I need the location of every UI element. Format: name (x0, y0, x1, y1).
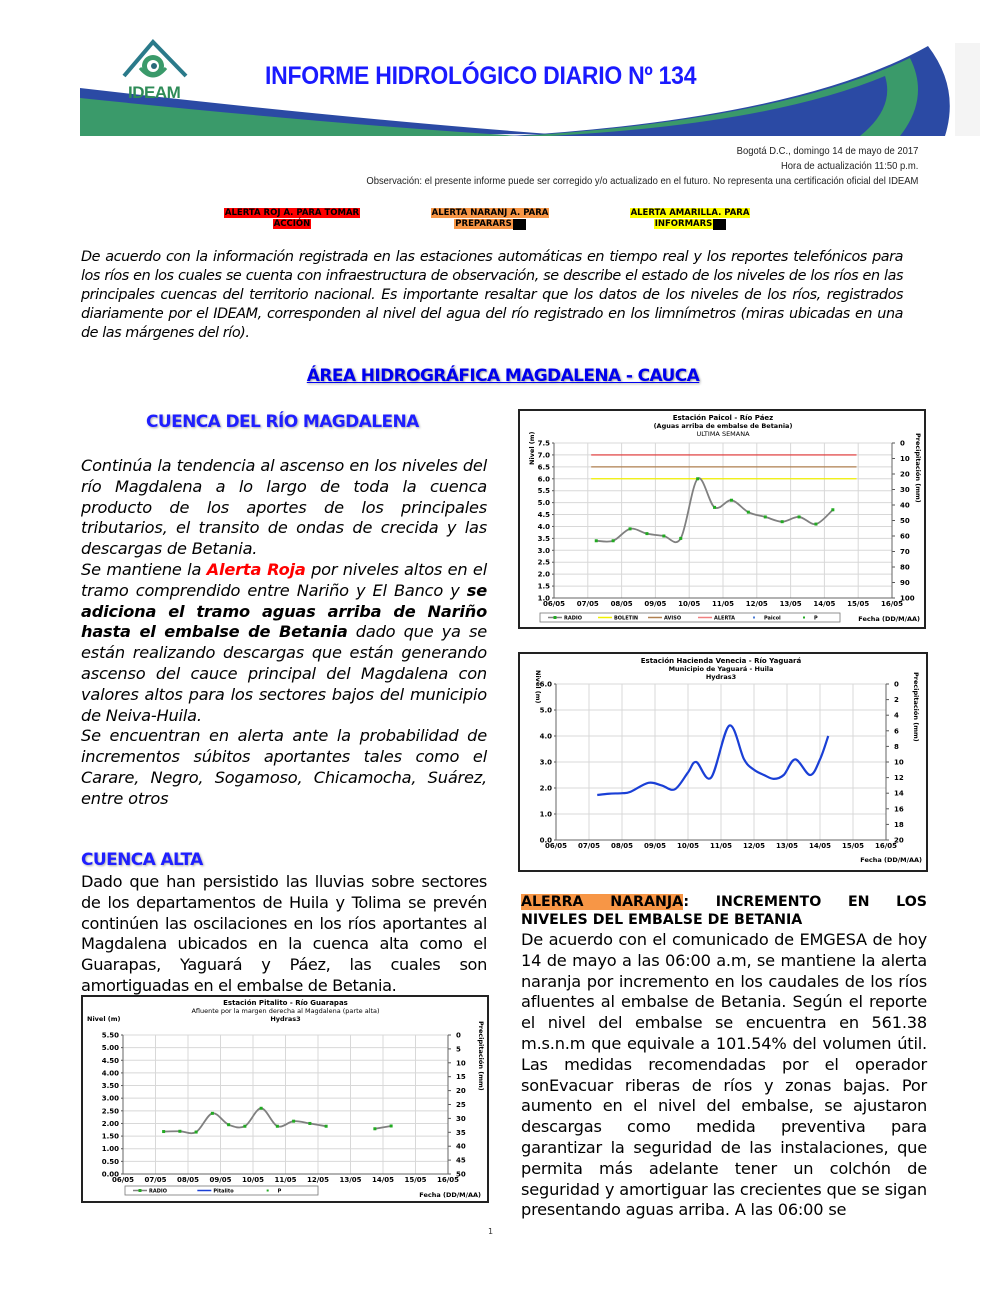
chart-subtitle-2: Hydras3 (705, 673, 737, 681)
x-tick: 12/05 (745, 600, 768, 608)
chart-paicol (518, 409, 926, 629)
chart-subtitle: (Aguas arriba de embalse de Betania) (653, 422, 793, 430)
alert-red-line2: ACCIÓN (273, 219, 311, 229)
data-point (612, 539, 615, 542)
legend-item: ALERTA (714, 615, 735, 622)
alerta-naranja-label: ALERRA NARANJA (521, 894, 684, 910)
data-point (831, 508, 834, 511)
data-point (178, 1130, 181, 1133)
x-tick: 08/05 (610, 842, 634, 850)
data-point (730, 499, 733, 502)
x-tick: 11/05 (274, 1176, 297, 1184)
y-tick: 4.0 (539, 732, 552, 741)
y-tick: 3.00 (101, 1094, 119, 1103)
y2-tick: 40 (900, 501, 910, 510)
y2-tick: 10 (900, 455, 910, 463)
y-tick: 1.50 (101, 1132, 119, 1141)
data-point (814, 523, 817, 526)
chart-subtitle: Afluente por la margen derecha al Magdalena (parte alta) (191, 1007, 380, 1015)
data-point (747, 511, 750, 514)
betania-text: De acuerdo con el comunicado de EMGESA de hoy 14 de mayo a las 06:00 a.m, se mantiene la alerta naranja por incremento en los caudales de los ríos afluentes al embalse de Betania. Según el reporte el nivel del embalse se encuentra en 561.38 m.s.n.m que equivale a 101.54% del volumen útil. Las medidas recomendadas por el operador sonEvacuar riberas de ríos y zonas bajas. Por aumento en el nivel del embalse, se ajustaron descargas como medida preventiva para garantizar la seguridad de las instalaciones, que permita más adelante tener un colchón de seguridad y amortiguar las crecientes que se sigan presentando aguas arriba. A las 06:00 se (521, 930, 927, 1220)
p2-bold-text: se adiciona el tramo aguas arriba de Nariño hasta el embalse de Betania (81, 580, 487, 642)
x-tick: 09/05 (644, 600, 667, 608)
redaction-box (713, 219, 726, 230)
y-tick: 5.0 (539, 706, 552, 715)
y-tick: 3.5 (537, 534, 550, 543)
alerta-roja-label: Alerta Roja (206, 559, 306, 579)
alert-orange-line2: PREPARARS (455, 219, 512, 229)
chart-pitalito-plot (83, 997, 487, 1201)
y2-tick: 90 (900, 579, 910, 587)
x-tick: 16/05 (436, 1176, 460, 1184)
legend-item: P (277, 1188, 282, 1195)
y2-tick: 12 (894, 774, 904, 783)
y2-tick: 14 (894, 789, 904, 798)
alert-orange-line1: ALERTA NARANJ A. PARA (431, 208, 549, 218)
y2-tick: 10 (894, 758, 904, 767)
data-point (227, 1123, 230, 1126)
x-tick: 09/05 (643, 842, 667, 850)
y-tick: 6.5 (537, 463, 550, 472)
chart-title: Estación Pitalito - Río Guarapas (223, 999, 348, 1007)
chart-paicol-plot (520, 411, 924, 627)
x-tick: 13/05 (779, 600, 802, 608)
y-tick: 4.00 (101, 1069, 119, 1078)
y2-tick: 8 (894, 742, 899, 751)
data-point (629, 527, 632, 530)
data-point (195, 1131, 198, 1134)
y2-axis-label: Precipitación (mm) (912, 672, 920, 742)
y-tick: 3.0 (539, 758, 552, 767)
y2-tick: 20 (900, 470, 910, 479)
chart-pitalito (81, 995, 489, 1203)
y2-tick: 5 (456, 1045, 461, 1054)
x-tick: 11/05 (709, 842, 733, 850)
y-tick: 5.00 (101, 1044, 119, 1053)
y-tick: 1.0 (537, 594, 550, 603)
y-tick: 1.00 (101, 1145, 119, 1154)
x-tick: 10/05 (678, 600, 701, 608)
y-tick: 2.50 (101, 1107, 119, 1116)
y-tick: 2.5 (537, 558, 550, 567)
x-tick: 10/05 (241, 1176, 265, 1184)
data-point (162, 1130, 165, 1133)
data-point (308, 1122, 311, 1125)
y2-tick: 50 (900, 517, 910, 525)
data-point (325, 1125, 328, 1128)
magdalena-p3: Se encuentran en alerta ante la probabilidad de incrementos súbitos aportantes tales como el Carare, Negro, Sogamoso, Chicamocha, Suárez, entre otros (81, 726, 487, 808)
y2-tick: 30 (456, 1114, 466, 1123)
chart-hacienda-venecia (518, 652, 928, 872)
data-point (764, 515, 767, 518)
chart-venecia-plot (520, 654, 926, 870)
x-tick: 15/05 (841, 842, 865, 850)
legend-item: P (814, 615, 818, 622)
data-point (679, 537, 682, 540)
legend-item: Paicol (764, 615, 781, 622)
y-tick: 5.50 (101, 1031, 119, 1040)
x-tick: 07/05 (577, 842, 601, 850)
y2-axis-label: Precipitación (mm) (477, 1021, 485, 1091)
y-tick: 0.0 (539, 836, 552, 845)
y2-tick: 70 (900, 548, 910, 556)
y2-tick: 2 (894, 696, 899, 705)
y-tick: 3.50 (101, 1082, 119, 1091)
y-tick: 3.0 (537, 546, 550, 555)
area-title-text: ÁREA HIDROGRÁFICA MAGDALENA - CAUCA (306, 366, 700, 386)
y-tick: 7.0 (537, 451, 550, 460)
y2-tick: 0 (456, 1031, 461, 1040)
data-point (662, 535, 665, 538)
chart-legend (540, 613, 840, 622)
alert-red-line1: ALERTA ROJ A. PARA TOMAR (224, 208, 360, 218)
x-tick: 09/05 (209, 1176, 232, 1184)
legend-item: AVISO (664, 615, 682, 622)
x-tick: 16/05 (880, 600, 904, 608)
y-tick: 5.5 (537, 487, 550, 496)
date-line: Bogotá D.C., domingo 14 de mayo de 2017 (736, 145, 918, 157)
alert-orange-legend (420, 208, 560, 230)
x-tick: 07/05 (576, 600, 599, 608)
x-tick: 12/05 (742, 842, 766, 850)
x-tick: 14/05 (371, 1176, 395, 1184)
data-point (595, 539, 598, 542)
y-axis-label: Nivel (m) (87, 1015, 121, 1023)
y2-tick: 60 (900, 532, 910, 541)
x-tick: 06/05 (542, 600, 566, 608)
y-tick: 2.0 (539, 784, 552, 793)
series-line (596, 478, 833, 542)
heading-cuenca-magdalena: CUENCA DEL RÍO MAGDALENA (146, 412, 419, 432)
x-tick: 16/05 (874, 842, 898, 850)
data-point (243, 1125, 246, 1128)
intro-paragraph: De acuerdo con la información registrada en las estaciones automáticas en tiempo real y los reportes telefónicos para los ríos en los cuales se cuenta con infraestructura de observación, se describe el estado de los niveles de los ríos en las principales cuencas del territorio nacional. Es importante resaltar que los datos de los niveles de los ríos, registrados diariamente por el IDEAM, corresponden al nivel del agua del río registrado en los limnímetros (miras ubicadas en una de las márgenes del río). (81, 249, 903, 341)
observation-note: Observación: el presente informe puede ser corregido y/o actualizado en el futuro. No representa una certificación oficial del IDEAM (365, 175, 918, 187)
y2-tick: 35 (456, 1128, 466, 1137)
cuenca-alta-text: Dado que han persistido las lluvias sobre sectores de los departamentos de Huila y Tolima se prevén continúen las oscilaciones en los ríos aportantes al Magdalena ubicados en la cuenca alta como el Guarapas, Yaguará y Páez, las cuales son amortiguadas en el embalse de Betania. (81, 872, 487, 995)
ideam-eye-icon (110, 38, 200, 88)
data-point (390, 1124, 393, 1127)
y2-tick: 80 (900, 563, 910, 572)
x-tick: 06/05 (111, 1176, 135, 1184)
y2-tick: 30 (900, 486, 910, 494)
y2-tick: 20 (894, 836, 904, 845)
legend-item: RADIO (149, 1188, 167, 1195)
y-tick: 0.50 (101, 1157, 119, 1166)
data-point (645, 532, 648, 535)
y2-tick: 4 (894, 711, 899, 720)
x-axis-label: Fecha (DD/M/AA) (419, 1191, 481, 1199)
data-point (276, 1125, 279, 1128)
alert-yellow-line2: INFORMARS (654, 219, 713, 229)
data-point (713, 506, 716, 509)
y-tick: 1.5 (537, 582, 550, 591)
x-tick: 13/05 (339, 1176, 362, 1184)
x-tick: 15/05 (404, 1176, 427, 1184)
chart-subtitle-2: ULTIMA SEMANA (696, 430, 750, 438)
y2-tick: 6 (894, 727, 899, 736)
magdalena-text (81, 456, 487, 810)
x-tick: 07/05 (144, 1176, 167, 1184)
y-axis-label: Nivel (m) (528, 431, 536, 465)
x-tick: 08/05 (176, 1176, 200, 1184)
x-tick: 14/05 (808, 842, 832, 850)
report-title: INFORME HIDROLÓGICO DIARIO Nº 134 (265, 62, 697, 90)
p2-text-b: por niveles altos en el tramo comprendido entre Nariño y El Banco y (81, 559, 487, 600)
y-tick: 2.0 (537, 570, 550, 579)
y-tick: 5.0 (537, 499, 550, 508)
x-tick: 08/05 (610, 600, 633, 608)
chart-subtitle: Municipio de Yaguará - Huila (668, 665, 774, 673)
x-axis-label: Fecha (DD/M/AA) (858, 615, 920, 623)
data-point (798, 515, 801, 518)
betania-heading-line2: NIVELES DEL EMBALSE DE BETANIA (521, 912, 803, 928)
magdalena-p2 (81, 560, 487, 726)
x-tick: 11/05 (711, 600, 735, 608)
y2-tick: 50 (456, 1170, 466, 1179)
x-tick: 14/05 (813, 600, 836, 608)
page-number: 1 (488, 1227, 494, 1236)
magdalena-p1: Continúa la tendencia al ascenso en los niveles del río Magdalena a lo largo de toda la cuenca producto de los aportes de los principales tributarios, el transito de ondas de crecida y las descargas de Betania. (81, 456, 487, 559)
y2-tick: 15 (456, 1073, 466, 1082)
x-axis-label: Fecha (DD/M/AA) (860, 856, 922, 864)
chart-title: Estación Paicol - Río Páez (672, 414, 774, 422)
y2-tick: 18 (894, 820, 904, 829)
alert-yellow-legend (620, 208, 760, 230)
betania-heading (521, 893, 927, 911)
y2-tick: 25 (456, 1101, 466, 1109)
y2-tick: 10 (456, 1059, 466, 1068)
y2-tick: 45 (456, 1156, 466, 1165)
x-tick: 15/05 (847, 600, 870, 608)
y2-tick: 20 (456, 1087, 466, 1096)
y2-tick: 0 (900, 439, 905, 448)
y-tick: 0.00 (101, 1170, 119, 1179)
legend-item: Pitalito (213, 1188, 234, 1195)
data-point (211, 1112, 214, 1115)
y-tick: 7.5 (537, 439, 550, 448)
report-meta (366, 144, 918, 189)
y-tick: 6.0 (537, 475, 550, 484)
legend-item: RADIO (564, 615, 582, 622)
redaction-box (513, 219, 526, 230)
x-tick: 13/05 (775, 842, 799, 850)
data-point (781, 520, 784, 523)
y-axis-label: Nivel (m) (534, 670, 542, 704)
betania-heading-rest: : INCREMENTO EN LOS (683, 894, 927, 910)
y-tick: 6.0 (539, 680, 552, 689)
y-tick: 1.0 (539, 810, 552, 819)
data-point (696, 477, 699, 480)
y2-axis-label: Precipitación (mm) (914, 433, 922, 503)
data-point (292, 1120, 295, 1123)
p2-text-a: Se mantiene la (81, 559, 207, 579)
y-tick: 2.00 (101, 1119, 119, 1128)
alert-red-legend (218, 208, 366, 230)
y2-tick: 100 (900, 594, 915, 603)
chart-title: Estación Hacienda Venecia - Río Yaguará (640, 657, 802, 665)
data-point (260, 1107, 263, 1110)
y-tick: 4.50 (101, 1056, 119, 1065)
x-tick: 12/05 (306, 1176, 330, 1184)
legend-item: BOLETIN (614, 615, 639, 622)
y-tick: 4.5 (537, 511, 550, 520)
alert-yellow-line1: ALERTA AMARILLA. PARA (630, 208, 750, 218)
chart-subtitle-2: Hydras3 (270, 1015, 301, 1023)
x-tick: 10/05 (676, 842, 700, 850)
p2-text-c: dado que ya se están realizando descargas que están generando ascenso del cauce principal del Magdalena con valores altos para los sectores bajos del municipio de Neiva-Huila. (81, 622, 487, 725)
y-tick: 4.0 (537, 522, 550, 531)
data-point (373, 1127, 376, 1130)
heading-cuenca-alta: CUENCA ALTA (81, 850, 203, 870)
y2-tick: 16 (894, 805, 904, 814)
area-title (0, 366, 1000, 386)
y2-tick: 40 (456, 1142, 466, 1151)
y2-tick: 0 (894, 680, 899, 689)
x-tick: 06/05 (544, 842, 568, 850)
update-time: Hora de actualización 11:50 p.m. (780, 160, 918, 172)
logo-text: IDEAM (128, 83, 181, 102)
